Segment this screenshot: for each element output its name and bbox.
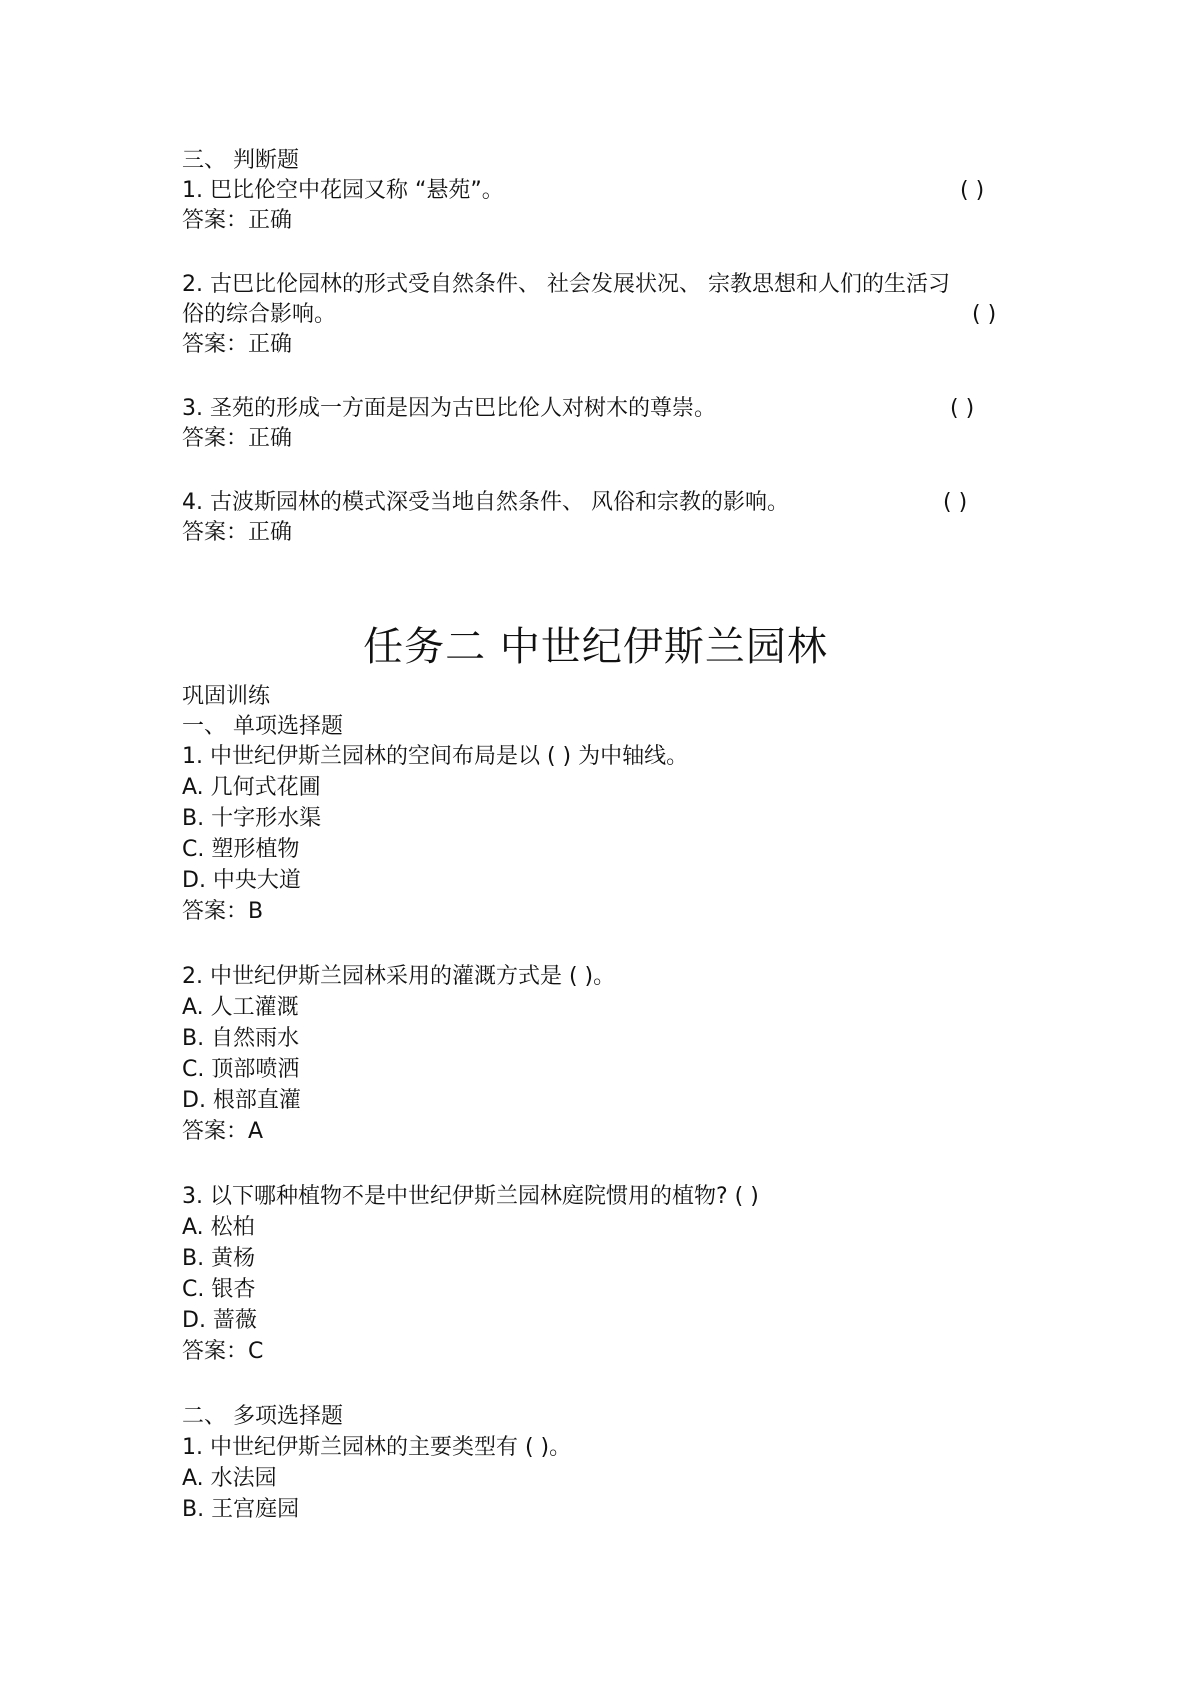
- judge-q2-paren: ( ): [972, 302, 997, 327]
- single-q2-option-b: B. 自然雨水: [182, 1026, 300, 1051]
- judge-q4-paren: ( ): [943, 490, 968, 515]
- section-heading-judge: 三、 判断题: [182, 148, 299, 173]
- judge-q2-stem: 2. 古巴比伦园林的形式受自然条件、 社会发展状况、 宗教思想和人们的生活习: [182, 272, 950, 297]
- judge-q1-stem: 1. 巴比伦空中花园又称 “悬苑”。: [182, 178, 504, 203]
- single-q2-option-c: C. 顶部喷洒: [182, 1057, 300, 1082]
- single-q1-option-c: C. 塑形植物: [182, 837, 300, 862]
- multi-q1-option-b: B. 王宫庭园: [182, 1497, 300, 1522]
- judge-q1-answer: 答案：正确: [182, 208, 293, 233]
- single-q1-answer: 答案：B: [182, 899, 264, 924]
- single-q2-option-a: A. 人工灌溉: [182, 995, 299, 1020]
- judge-q4-answer: 答案：正确: [182, 520, 293, 545]
- single-q3-option-b: B. 黄杨: [182, 1246, 256, 1271]
- single-q2-option-d: D. 根部直灌: [182, 1088, 301, 1113]
- subheading: 巩固训练: [182, 684, 271, 709]
- single-q1-option-b: B. 十字形水渠: [182, 806, 322, 831]
- single-q3-option-c: C. 银杏: [182, 1277, 256, 1302]
- single-q3-answer: 答案：C: [182, 1339, 264, 1364]
- section-title: 任务二 中世纪伊斯兰园林: [363, 624, 828, 670]
- single-q2-stem: 2. 中世纪伊斯兰园林采用的灌溉方式是 ( )。: [182, 964, 616, 989]
- section-heading-multi: 二、 多项选择题: [182, 1404, 343, 1429]
- single-q3-stem: 3. 以下哪种植物不是中世纪伊斯兰园林庭院惯用的植物? ( ): [182, 1184, 759, 1209]
- judge-q3-answer: 答案：正确: [182, 426, 293, 451]
- section-heading-single: 一、 单项选择题: [182, 714, 343, 739]
- multi-q1-stem: 1. 中世纪伊斯兰园林的主要类型有 ( )。: [182, 1435, 572, 1460]
- judge-q3-paren: ( ): [950, 396, 975, 421]
- single-q2-answer: 答案：A: [182, 1119, 264, 1144]
- single-q1-stem: 1. 中世纪伊斯兰园林的空间布局是以 ( ) 为中轴线。: [182, 744, 689, 769]
- judge-q2-answer: 答案：正确: [182, 332, 293, 357]
- single-q1-option-d: D. 中央大道: [182, 868, 301, 893]
- single-q1-option-a: A. 几何式花圃: [182, 775, 321, 800]
- judge-q1-paren: ( ): [960, 178, 985, 203]
- multi-q1-option-a: A. 水法园: [182, 1466, 277, 1491]
- single-q3-option-a: A. 松柏: [182, 1215, 255, 1240]
- single-q3-option-d: D. 蔷薇: [182, 1308, 257, 1333]
- judge-q2-stem-cont: 俗的综合影响。: [182, 302, 337, 327]
- judge-q4-stem: 4. 古波斯园林的模式深受当地自然条件、 风俗和宗教的影响。: [182, 490, 789, 515]
- judge-q3-stem: 3. 圣苑的形成一方面是因为古巴比伦人对树木的尊崇。: [182, 396, 716, 421]
